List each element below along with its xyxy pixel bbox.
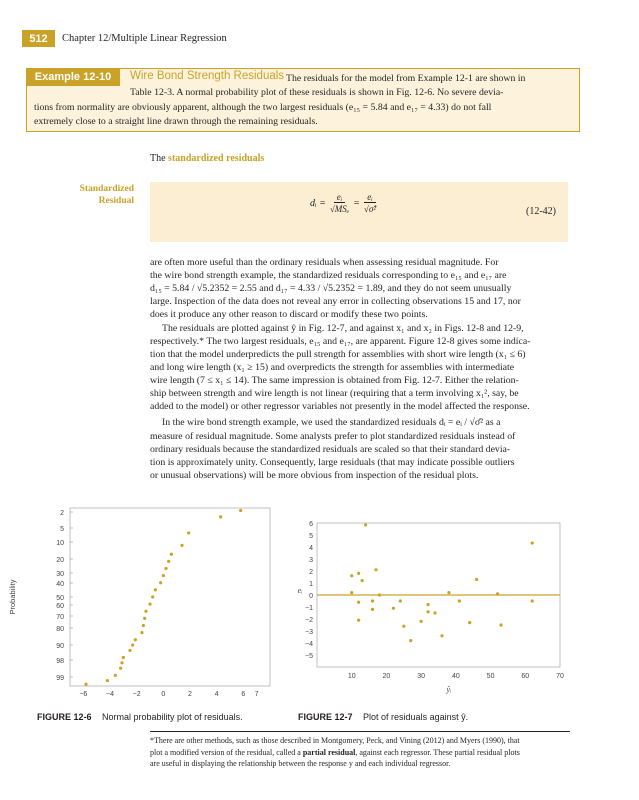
data-point (119, 667, 122, 670)
y-tick-label: 4 (309, 545, 313, 552)
y-tick-label: 90 (56, 643, 64, 650)
data-point (409, 639, 412, 642)
body-line: tion that the model underpredicts the pull strength for assemblies with short wire length (x₁ ≤ 6) (150, 349, 526, 360)
data-point (350, 574, 353, 577)
fraction-2-denominator: √σ̂² (363, 204, 376, 214)
y-tick-label: 2 (309, 569, 313, 576)
footnote-line-1: *There are other methods, such as those described in Montgomery, Peck, and Vining (2012) and Myers (1990), that (150, 736, 520, 745)
x-tick-label: 60 (521, 673, 530, 680)
x-tick-label: 2 (188, 691, 192, 698)
body-line: measure of residual magnitude. Some analysts prefer to plot standardized residuals instead of (150, 431, 516, 442)
x-tick-label: 10 (347, 673, 356, 680)
data-point (106, 679, 109, 682)
y-tick-label: 5 (60, 526, 64, 533)
data-point (128, 649, 131, 652)
y-tick-label: 3 (309, 557, 313, 564)
data-point (468, 621, 471, 624)
body-line: respectively.* The two largest residuals, e₁₅ and e₁₇, are apparent. Figure 12-8 gives some indica- (150, 336, 531, 347)
y-tick-label: 50 (56, 595, 64, 602)
x-tick-label: −4 (106, 691, 114, 698)
body-line: d₁₅ = 5.84 / √5.2352 = 2.55 and d₁₇ = 4.33 / √5.2352 = 1.89, and they do not seem unusually (150, 283, 512, 294)
data-point (357, 619, 360, 622)
figure-12-7-caption (298, 712, 468, 722)
example-text-line: extremely close to a straight line drawn through the remaining residuals. (34, 116, 318, 127)
y-tick-label: 5 (309, 533, 313, 540)
y-tick-label: −2 (305, 617, 313, 624)
body-line: In the wire bond strength example, we used the standardized residuals dᵢ = eᵢ / √σ̂² as a (162, 417, 501, 428)
example-text-line: Table 12-3. A normal probability plot of these residuals is shown in Fig. 12-6. No severe devia- (130, 87, 504, 98)
data-point (426, 603, 429, 606)
data-point (170, 553, 173, 556)
data-point (159, 581, 162, 584)
body-line: and long wire length (x₁ ≥ 15) and overpredicts the strength for assemblies with intermediate (150, 362, 515, 373)
y-tick-label: −3 (305, 629, 313, 636)
y-tick-label: 6 (309, 521, 313, 528)
x-tick-label: 7 (254, 691, 259, 698)
residual-plot (298, 521, 564, 694)
data-point (433, 611, 436, 614)
footnote-term: partial residual (302, 747, 356, 757)
body-line: are often more useful than the ordinary residuals when assessing residual magnitude. For (150, 257, 499, 268)
margin-label (72, 183, 134, 207)
figure-12-6-label: FIGURE 12-6 (37, 712, 92, 722)
fraction-1-numerator: eᵢ (334, 192, 345, 203)
fraction-1-denominator: √MSₑ (329, 204, 350, 214)
body-line: or unusual observations) will be more obvious from inspection of the residual plots. (150, 470, 479, 481)
y-axis-label: Probability (8, 579, 17, 615)
page-number: 512 (22, 30, 55, 47)
equation-equals: = (353, 197, 360, 209)
standardized-term: standardized residuals (168, 153, 265, 164)
y-tick-label: 99 (56, 675, 64, 682)
data-point (392, 607, 395, 610)
data-point (144, 610, 147, 613)
plot-frame (70, 508, 270, 686)
body-line: the wire bond strength example, the standardized residuals corresponding to e₁₅ and e₁₇ are (150, 270, 507, 281)
example-text-line: The residuals for the model from Example 12-1 are shown in (286, 73, 526, 84)
x-tick-label: 70 (556, 673, 564, 680)
x-tick-label: 50 (486, 673, 495, 680)
body-line: added to the model) or other regressor variables not presently in the model affected the response. (150, 401, 530, 412)
footnote (150, 735, 570, 770)
example-label: Example 12-10 (26, 68, 120, 86)
data-point (114, 674, 117, 677)
data-point (361, 579, 364, 582)
figure-12-6-caption (37, 712, 243, 722)
x-tick-label: 4 (214, 691, 219, 698)
data-point (180, 544, 183, 547)
data-point (162, 574, 165, 577)
equation-box (150, 182, 568, 242)
equation-number: (12-42) (526, 206, 556, 217)
y-tick-label: −1 (305, 605, 313, 612)
x-tick-label: −2 (132, 691, 141, 698)
data-point (164, 567, 167, 570)
footnote-line-2 (150, 747, 570, 759)
body-line: ship between strength and wire length is not linear (requiring that a term involving x₁², say, be (150, 388, 519, 399)
data-point (84, 683, 87, 686)
data-point (167, 560, 170, 563)
footnote-line-2-suffix: , against each regressor. These partial residual plots (355, 747, 520, 757)
data-point (371, 599, 374, 602)
y-tick-label: 30 (56, 571, 64, 578)
example-text-line: tions from normality are obviously apparent, although the two largest residuals (e₁₅ = 5.84 and e₁₇ = 4.33) do not fall (34, 102, 492, 113)
y-tick-label: 98 (56, 658, 64, 665)
data-point (496, 592, 499, 595)
data-point (140, 631, 143, 634)
data-point (447, 591, 450, 594)
y-tick-label: 60 (56, 603, 64, 610)
data-point (239, 509, 242, 512)
data-point (122, 656, 125, 659)
y-tick-label: 1 (309, 581, 313, 588)
figure-12-6-caption-text: Normal probability plot of residuals. (102, 712, 243, 722)
data-point (402, 625, 405, 628)
y-tick-label: 70 (56, 614, 64, 621)
data-point (350, 591, 353, 594)
data-point (120, 661, 123, 664)
fraction-2 (364, 192, 376, 214)
data-point (134, 638, 137, 641)
data-point (531, 599, 534, 602)
figure-12-7-caption-text: Plot of residuals against ŷ. (363, 712, 469, 722)
data-point (378, 593, 381, 596)
data-point (420, 620, 423, 623)
data-point (131, 643, 134, 646)
data-point (357, 601, 360, 604)
body-line: The residuals are plotted against ŷ in Fig. 12-7, and against x₁ and x₂ in Figs. 12-8 and 12-9, (162, 323, 524, 334)
x-tick-label: 40 (451, 673, 460, 680)
y-axis-label: eᵢ (297, 586, 303, 595)
data-point (154, 588, 157, 591)
fraction-1 (330, 192, 349, 214)
x-tick-label: 30 (417, 673, 426, 680)
equation-lhs: dᵢ = (310, 197, 326, 209)
data-point (143, 617, 146, 620)
footnote-line-3: are useful in displaying the relationship between the response y and each individual regressor. (150, 759, 451, 768)
data-point (187, 531, 190, 534)
y-tick-label: 80 (56, 626, 64, 633)
fraction-2-numerator: eᵢ (364, 192, 375, 203)
data-point (475, 578, 478, 581)
figure-12-7-chart (280, 515, 580, 700)
data-point (399, 599, 402, 602)
data-point (219, 515, 222, 518)
body-line: wire length (7 ≤ x₁ ≤ 14). The same impression is obtained from Fig. 12-7. Either the relation- (150, 375, 519, 386)
footnote-rule (150, 731, 570, 732)
x-tick-label: −6 (79, 691, 88, 698)
y-tick-label: 40 (56, 581, 64, 588)
data-point (142, 624, 145, 627)
data-point (531, 541, 534, 544)
figure-12-6-chart (0, 500, 280, 710)
x-tick-label: 20 (382, 673, 391, 680)
margin-label-line-1: Standardized (79, 184, 134, 194)
data-point (499, 623, 502, 626)
figure-12-7-label: FIGURE 12-7 (298, 712, 353, 722)
x-tick-label: 6 (241, 691, 246, 698)
standardized-intro-prefix: The (150, 153, 166, 164)
data-point (148, 603, 151, 606)
data-point (374, 568, 377, 571)
margin-label-line-2: Residual (98, 196, 134, 206)
y-tick-label: 20 (56, 557, 64, 564)
body-line: does it produce any other reason to discard or modify these two points. (150, 309, 428, 320)
footnote-line-2-prefix: plot a modified version of the residual, called a (150, 747, 301, 757)
y-tick-label: 10 (56, 540, 64, 547)
data-point (440, 634, 443, 637)
example-title: Wire Bond Strength Residuals (130, 70, 285, 82)
body-line: large. Inspection of the data does not reveal any error in collecting observations 15 and 17, nor (150, 296, 521, 307)
x-axis-label: ŷᵢ (446, 685, 452, 694)
y-tick-label: −5 (305, 653, 313, 660)
y-tick-label: 2 (60, 510, 64, 517)
y-tick-label: −4 (305, 641, 313, 648)
body-line: ordinary residuals because the standardized residuals are scaled so that their standard devia- (150, 444, 511, 455)
data-point (371, 608, 374, 611)
normal-probability-plot (8, 508, 270, 698)
x-tick-label: 0 (161, 691, 166, 698)
standardized-intro (150, 153, 264, 164)
data-point (458, 599, 461, 602)
data-point (426, 610, 429, 613)
standardized-residual-equation (310, 192, 380, 214)
data-point (357, 572, 360, 575)
body-line: tion is approximately unity. Consequently, large residuals (that may indicate possible outliers (150, 457, 515, 468)
chapter-title: Chapter 12/Multiple Linear Regression (62, 33, 227, 44)
data-point (364, 523, 367, 526)
data-point (151, 595, 154, 598)
y-tick-label: 0 (309, 593, 313, 600)
